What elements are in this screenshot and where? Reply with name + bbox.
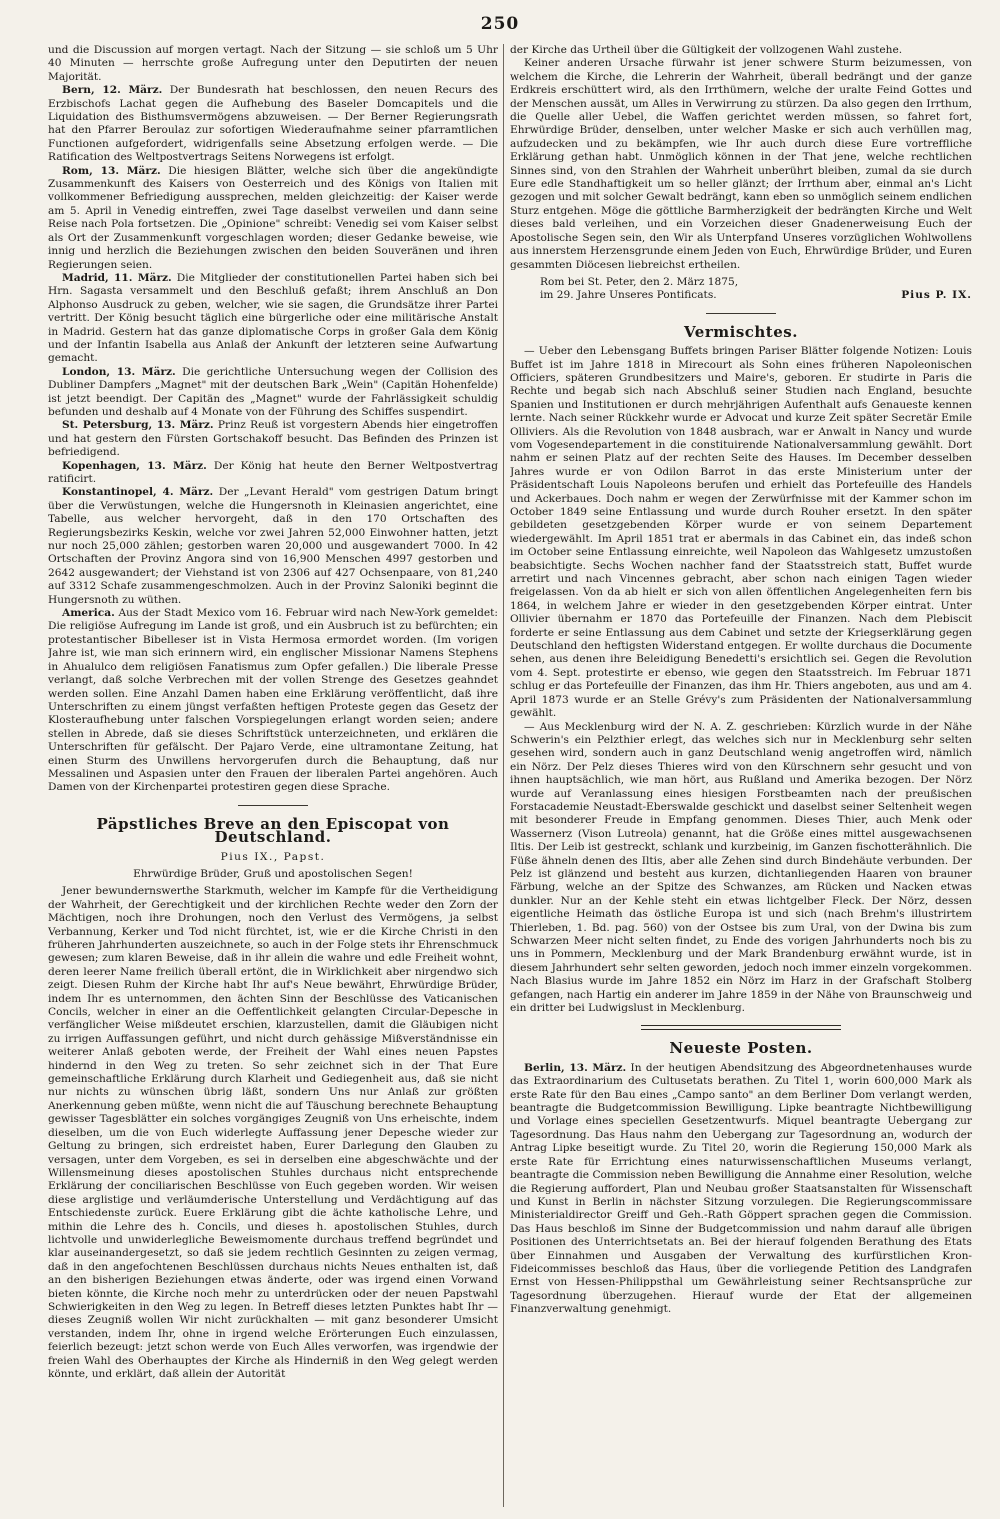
sign-row: [510, 289, 972, 302]
double-rule: [641, 1025, 841, 1030]
breve-continued: der Kirche das Urtheil über die Gültigkeit der vollzogenen Wahl zustehe.: [510, 44, 903, 56]
news-text: Die hiesigen Blätter, welche sich über die angekündigte Zusammenkunft des Kaisers von Oesterreich und des Königs von Italien mit vollkommener Befriedigung aussprechen, melden gleichzeitig: der Kaiser werde am 5. April in Venedig eintreffen, zwei Tage daselbst verweilen und dann seine Reise nach Pola fortsetzen. Die „Opinione" schreibt: Venedig sei vom Kaiser selbst als Ort der Zusammenkunft vorgeschlagen worden; dieser Gedanke beweise, wie innig und herzlich die Beziehungen zwischen den beiden Souveränen und ihren Regierungen seien.: [48, 164, 498, 271]
breve-paragraph-2: Keiner anderen Ursache fürwahr ist jener schwere Sturm beizumessen, von welchem die Kirche, die Lehrerin der Wahrheit, überall bedrängt und der ganze Erdkreis erschüttert wird, als den Irrthümern, welche der uralte Feind Gottes und der Menschen aussät, um Alles in Verwirrung zu stürzen. Da also gegen den Irrthum, die Quelle aller Uebel, die Waffen gerichtet werden müssen, so fahret fort, Ehrwürdige Brüder, denselben, unter welcher Maske er sich auch verhüllen mag, aufzudecken und zu bekämpfen, wie Ihr auch durch diese Eure vortreffliche Erklärung gethan habt. Unmöglich können in der That jene, welche rechtlichen Sinnes sind, von den Strahlen der Wahrheit unberührt bleiben, zumal da sie durch Eure edle Standhaftigkeit um so heller glänzt; der Irrthum aber, einmal an's Licht gezogen und mit solcher Gewalt bedrängt, kann eben so unmöglich seinem endlichen Sturz entgehen. Möge die göttliche Barmherzigkeit der bedrängten Kirche und Welt dieses bald verleihen, und ein Vorzeichen dieser Gnadenerweisung Euch der Apostolische Segen sein, den Wir als Unterpfand Unseres vorzüglichen Wohlwollens aus innerstem Herzensgrunde einem Jeden von Euch, Ehrwürdige Brüder, und Euren gesammten Diöcesen liebreichst ertheilen.: [510, 57, 972, 271]
right-column: [510, 44, 972, 1509]
news-text: Prinz Reuß ist vorgestern Abends hier eingetroffen und hat gestern den Fürsten Gortschakoff besucht. Das Befinden des Prinzen ist befriedigend.: [48, 419, 498, 459]
sign-name: Pius P. IX.: [901, 289, 972, 302]
neueste-heading: Neueste Posten.: [669, 1039, 813, 1058]
news-item: [48, 607, 498, 795]
news-text: Der König hat heute den Berner Weltpostvertrag ratificirt.: [48, 459, 498, 485]
breve-heading: Päpstliches Breve an den Episcopat von Deutschland.: [96, 814, 450, 847]
dateline: St. Petersburg, 13. März.: [62, 419, 214, 432]
news-item: [48, 486, 498, 607]
news-item: [48, 272, 498, 366]
vermischtes-paragraph: — Aus Mecklenburg wird der N. A. Z. geschrieben: Kürzlich wurde in der Nähe Schwerin's ein Pelzthier erlegt, das welches sich nur in Mecklenburg sehr selten gesehen wird, sondern auch in ganz Deutschland wenig angetroffen wird, nämlich ein Nörz. Der Pelz dieses Thieres wird von den Kürschnern sehr gesucht und von ihnen hauptsächlich, wie man hört, aus Rußland und Amerika bezogen. Der Nörz wurde auf Veranlassung eines hiesigen Forstbeamten nach der preußischen Forstacademie Neustadt-Eberswalde geschickt und daselbst seiner Seltenheit wegen mit besonderer Freude in Empfang genommen. Dieses Thier, auch Menk oder Wassernerz (Vison Lutreola) genannt, hat die Größe eines mittel ausgewachsenen Iltis. Der Leib ist gestreckt, schlank und kurzbeinig, im Ganzen fischotterähnlich. Die Füße ähneln denen des Iltis, aber alle Zehen sind durch Bindehäute verbunden. Der Pelz ist glänzend und besteht aus kurzen, dichtanliegenden Haaren von brauner Färbung, welche an der Spitze des Schwanzes, am Rücken und Nacken etwas dunkler. Nur an der Kehle steht ein etwas lichtgelber Fleck. Der Nörz, dessen eigentliche Heimath das östliche Europa ist und sich (nach Brehm's illustrirtem Thierleben, 1. Bd. pag. 560) von der Ostsee bis zum Ural, von der Dwina bis zum Schwarzen Meer nicht selten findet, zu Ende des vorigen Jahrhunderts noch bis zu uns in Pommern, Mecklenburg und der Mark Brandenburg erwähnt wurde, ist in diesem Jahrhundert sehr selten geworden, jedoch noch immer einzeln vorgekommen. Nach Blasius wurde im Jahre 1852 ein Nörz im Harz in der Grafschaft Stolberg gefangen, nach Hartig ein anderer im Jahre 1859 in der Nähe von Braunschweig und ein dritter bei Ludwigslust in Mecklenburg.: [510, 720, 972, 1015]
news-text: Der Bundesrath hat beschlossen, den neuen Recurs des Erzbischofs Lachat gegen die Aufhebung des Baseler Domcapitels und die Liquidation des Bisthumsvermögens abzuweisen. — Der Berner Regierungsrath hat den Pfarrer Beroulaz zur sofortigen Wiederaufnahme seiner pfarramtlichen Functionen aufgefordert, widrigenfalls seine Absetzung erfolgen werde. — Die Ratification des Weltpostvertrags Seitens Norwegens ist erfolgt.: [48, 84, 498, 164]
news-item: [48, 84, 498, 164]
breve-greeting: Ehrwürdige Brüder, Gruß und apostolischen Segen!: [133, 867, 413, 880]
dateline: Bern, 12. März.: [62, 84, 163, 97]
news-text: Der „Levant Herald" vom gestrigen Datum bringt über die Verwüstungen, welche die Hungersnoth in Kleinasien angerichtet, eine Tabelle, aus welcher hervorgeht, daß in den 170 Ortschaften des Regierungsbezirks Keskin, welche vor zwei Jahren 52,000 Einwohner hatten, jetzt nur noch 25,000 zählen; gestorben waren 20,000 und ausgewandert 7000. In 42 Ortschaften der Provinz Angora sind von 16,900 Menschen 4997 gestorben und 2642 ausgewandert; der Viehstand ist von 2306 auf 427 Ochsenpaare, von 81,240 auf 3312 Schafe zusammengeschmolzen. Auch in der Provinz Saloniki beginnt die Hungersnoth zu wüthen.: [48, 486, 498, 606]
news-text: Aus der Stadt Mexico vom 16. Februar wird nach New-York gemeldet: Die religiöse Aufregung im Lande ist groß, und ein Ausbruch ist zu befürchten; ein protestantischer Bibelleser ist in Vista Hermosa ermordet worden. (Im vorigen Jahre ist, wie man sich erinnern wird, ein englischer Missionar Namens Stephens in Ahualulco dem religiösen Fanatismus zum Opfer gefallen.) Die liberale Presse verlangt, daß solche Verbrechen mit der vollen Strenge des Gesetzes geahndet werden sollen. Eine Anzahl Damen haben eine Erklärung veröffentlicht, daß ihre Unterschriften zu einem jüngst verfaßten heftigen Proteste gegen das Gesetz der Klosteraufhebung unter falschen Vorspiegelungen erlangt worden seien; andere stellen in Abrede, daß sie dieses Schriftstück unterzeichneten, und erklären die Unterschriften für gefälscht. Der Pajaro Verde, eine ultramontane Zeitung, hat einen Sturm des Unwillens hervorgerufen durch die Behauptung, daß nur Messalinen und Aspasien unter den Frauen der liberalen Partei angehören. Auch Damen von der Kirchenpartei protestiren gegen diese Sprache.: [48, 607, 498, 794]
news-item: [48, 460, 498, 487]
breve-paragraph: Jener bewundernswerthe Starkmuth, welcher im Kampfe für die Vertheidigung der Wahrheit, der Gerechtigkeit und der kirchlichen Rechte weder den Zorn der Mächtigen, noch ihre Drohungen, noch den Verlust des Vermögens, ja selbst Verbannung, Kerker und Tod nicht fürchtet, ist, wie er die Kirche Christi in den früheren Jahrhunderten auszeichnete, so auch in der Folge stets ihr Ehrenschmuck gewesen; zum klaren Beweise, daß in ihr allein die wahre und edle Freiheit wohnt, deren leerer Name freilich überall ertönt, die in Wirklichkeit aber nirgendwo sich zeigt. Diesen Ruhm der Kirche habt Ihr auf's Neue bewährt, Ehrwürdige Brüder, indem Ihr es unternommen, den ächten Sinn der Beschlüsse des Vaticanischen Concils, welcher in einer an die Oeffentlichkeit gelangten Circular-Depesche in verfänglicher Weise mißdeutet erschien, klarzustellen, damit die Gläubigen nicht zu irrigen Auffassungen geführt, und nicht durch gehässige Mißverständnisse ein weiterer Anlaß geboten werde, der Freiheit der Wahl eines neuen Papstes hindernd in den Weg zu treten. So sehr zeichnet sich in der That Eure gemeinschaftliche Erklärung durch Klarheit und Gediegenheit aus, daß sie nicht nur nichts zu wünschen übrig läßt, sondern Uns nur Anlaß zur größten Anerkennung geben müßte, wenn nicht die auf Täuschung berechnete Behauptung gewisser Tagesblätter ein solches vorgängiges Zeugniß von Uns erheischte, indem dieselben, um die von Euch widerlegte Auffassung jener Depesche wieder zur Geltung zu bringen, sich erdreistet haben, Eurer Darlegung den Glauben zu versagen, unter dem Vorgeben, es sei in derselben eine abgeschwächte und der Willensmeinung dieses apostolischen Stuhles durchaus nicht entsprechende Erklärung der conciliarischen Beschlüsse von Euch gegeben worden. Wir weisen diese arglistige und verläumderische Unterstellung und Verdächtigung auf das Entschiedenste zurück. Euere Erklärung gibt die ächte katholische Lehre, und mithin die Lehre des h. Concils, und dieses h. apostolischen Stuhles, durch lichtvolle und unwiderlegliche Beweismomente durchaus treffend begründet und klar auseinandergesetzt, so daß sie jedem rechtlich Gesinnten zu zeigen vermag, daß in den angefochtenen Beschlüssen durchaus nichts Neues enthalten ist, daß an den bisherigen Beziehungen etwas änderte, oder was irgend einen Vorwand bieten könnte, die Kirche noch mehr zu unterdrücken oder der neuen Papstwahl Schwierigkeiten in den Weg zu legen. In Betreff dieses letzten Punktes habt Ihr — dieses Zeugniß wollen Wir nicht zurückhalten — mit ganz besonderer Umsicht verstanden, indem Ihr, ohne in irgend welche Erörterungen Euch einzulassen, feierlich bezeugt: jetzt schon werde von Euch Alles verworfen, was irgendwie der freien Wahl des Oberhauptes der Kirche als Hinderniß in den Weg gelegt werden könnte, und erklärt, daß allein der Autorität: [48, 885, 498, 1380]
news-item: [48, 366, 498, 420]
news-text: Die Mitglieder der constitutionellen Partei haben sich bei Hrn. Sagasta versammelt und den Beschluß gefaßt; ihrem Anschluß an Don Alphonso Ausdruck zu geben, welcher, wie sie sagen, die Grundsätze ihrer Partei vertritt. Der König besucht täglich eine bürgerliche oder eine militärische Anstalt in Madrid. Gestern hat das ganze diplomatische Corps in großer Gala dem König und der Infantin Isabella aus Anlaß der Ankunft der letzteren seine Aufwartung gemacht.: [48, 271, 498, 365]
page-number: 250: [480, 14, 520, 34]
dateline: Kopenhagen, 13. März.: [62, 459, 207, 472]
breve-signature: [510, 276, 972, 303]
dateline: Konstantinopel, 4. März.: [62, 486, 214, 499]
news-item: [48, 419, 498, 459]
news-text: Die gerichtliche Untersuchung wegen der Collision des Dubliner Dampfers „Magnet" mit der deutschen Bark „Wein" (Capitän Hohenfelde) ist jetzt beendigt. Der Capitän des „Magnet" wurde der Fahrlässigkeit schuldig befunden und deshalb auf 4 Monate von der Führung des Schiffes suspendirt.: [48, 365, 498, 418]
dateline: Madrid, 11. März.: [62, 271, 172, 284]
vermischtes-paragraph: — Ueber den Lebensgang Buffets bringen Pariser Blätter folgende Notizen: Louis Buffet ist im Jahre 1818 in Mirecourt als Sohn eines früheren Napoleonischen Officiers, späteren Grundbesitzers und Maire's, geboren. Er studirte in Paris die Rechte und begab sich nach Abschluß seiner Studien nach England, besuchte Spanien und Institutionen er durch mehrjährigen Aufenthalt aufs Genaueste kennen lernte. Nach seiner Rückkehr wurde er Advocat und kurze Zeit später Secretär Emile Olliviers. Als die Revolution von 1848 ausbrach, war er Anwalt in Nancy und wurde vom Vogesendepartement in die constituirende Nationalversammlung gewählt. Dort nahm er seinen Platz auf der rechten Seite des Hauses. Im December desselben Jahres wurde er von Odilon Barrot in das erste Ministerium unter der Präsidentschaft Louis Napoleons berufen und erhielt das Portefeuille des Handels und Ackerbaues. Doch nahm er wegen der Zerwürfnisse mit der Kammer schon im October 1849 seine Entlassung und wurde durch Rouher ersetzt. In den später gebildeten gesetzgebenden Körper wurde er von seinem Departement wiedergewählt. Im April 1851 trat er abermals in das Cabinet ein, das indeß schon im October seine Entlassung einreichte, weil Napoleon das Wahlgesetz umzustoßen beabsichtigte. Sechs Wochen nachher fand der Staatsstreich statt, Buffet wurde arretirt und nach Vincennes gebracht, aber schon nach einigen Tagen wieder freigelassen. Von da ab hielt er sich von allen öffentlichen Angelegenheiten fern bis 1864, in welchem Jahre er wieder in den gesetzgebenden Körper eintrat. Unter Ollivier übernahm er 1870 das Portefeuille der Finanzen. Nach dem Plebiscit forderte er seine Entlassung aus dem Cabinet und setzte der Kriegserklärung gegen Deutschland den heftigsten Widerstand entgegen. Er wollte durchaus die Documente sehen, aus denen ihre Beleidigung Benedetti's ersichtlich sei. Gegen die Revolution vom 4. Sept. protestirte er ebenso, wie gegen den Staatsstreich. Im Februar 1871 schlug er das Portefeuille der Finanzen, das ihm Hr. Thiers angeboten, aus und am 4. April 1873 wurde er an Stelle Grévy's zum Präsidenten der Nationalversammlung gewählt.: [510, 345, 972, 720]
dateline: London, 13. März.: [62, 365, 176, 378]
news-item: [48, 165, 498, 272]
news-item: [510, 1062, 972, 1317]
sign-year: im 29. Jahre Unseres Pontificats.: [540, 289, 717, 302]
dateline: Berlin, 13. März.: [524, 1061, 627, 1074]
breve-byline: Pius IX., Papst.: [220, 850, 326, 863]
section-divider: [706, 313, 776, 314]
dateline: Rom, 13. März.: [62, 164, 161, 177]
intro-paragraph: und die Discussion auf morgen vertagt. Nach der Sitzung — sie schloß um 5 Uhr 40 Minuten — herrschte große Aufregung unter den Deputirten der neuen Majorität.: [48, 44, 498, 83]
section-divider: [238, 805, 308, 806]
news-text: In der heutigen Abendsitzung des Abgeordnetenhauses wurde das Extraordinarium des Cultusetats berathen. Zu Titel 1, worin 600,000 Mark als erste Rate für den Bau eines „Campo santo" an dem Berliner Dom verlangt werden, beantragte die Budgetcommission Bewilligung. Lipke beantragte Nichtbewilligung und Vorlage eines speciellen Gesetzentwurfs. Miquel beantragte Uebergang zur Tagesordnung. Das Haus nahm den Uebergang zur Tagesordnung an, wodurch der Antrag Lipke beseitigt wurde. Zu Titel 20, worin die Regierung 150,000 Mark als erste Rate für Errichtung eines naturwissenschaftlichen Museums verlangt, beantragte die Commission neben Bewilligung die Annahme einer Resolution, welche die Regierung auffordert, Plan und Neubau großer Staatsanstalten für Wissenschaft und Kunst in Berlin in nächster Sitzung vorzulegen. Die Regierungscommissare Ministerialdirector Greiff und Geh.-Rath Göppert sprachen gegen die Commission. Das Haus beschloß im Sinne der Budgetcommission und nahm darauf alle übrigen Positionen des Unterrichtsetats an. Bei der hierauf folgenden Berathung des Etats über Einnahmen und Ausgaben der Verwaltung des kurfürstlichen Kron-Fideicommisses beschloß das Haus, über die vorliegende Petition des Landgrafen Ernst von Hessen-Philippsthal um Gewährleistung seiner Rechtsansprüche zur Tagesordnung überzugehen. Hierauf wurde der Etat der allgemeinen Finanzverwaltung genehmigt.: [510, 1061, 972, 1316]
vermischtes-heading: Vermischtes.: [684, 322, 798, 341]
sign-place: Rom bei St. Peter, den 2. März 1875,: [540, 275, 739, 288]
column-rule: [503, 44, 504, 1507]
left-column: [48, 44, 498, 1509]
dateline: America.: [62, 607, 115, 620]
